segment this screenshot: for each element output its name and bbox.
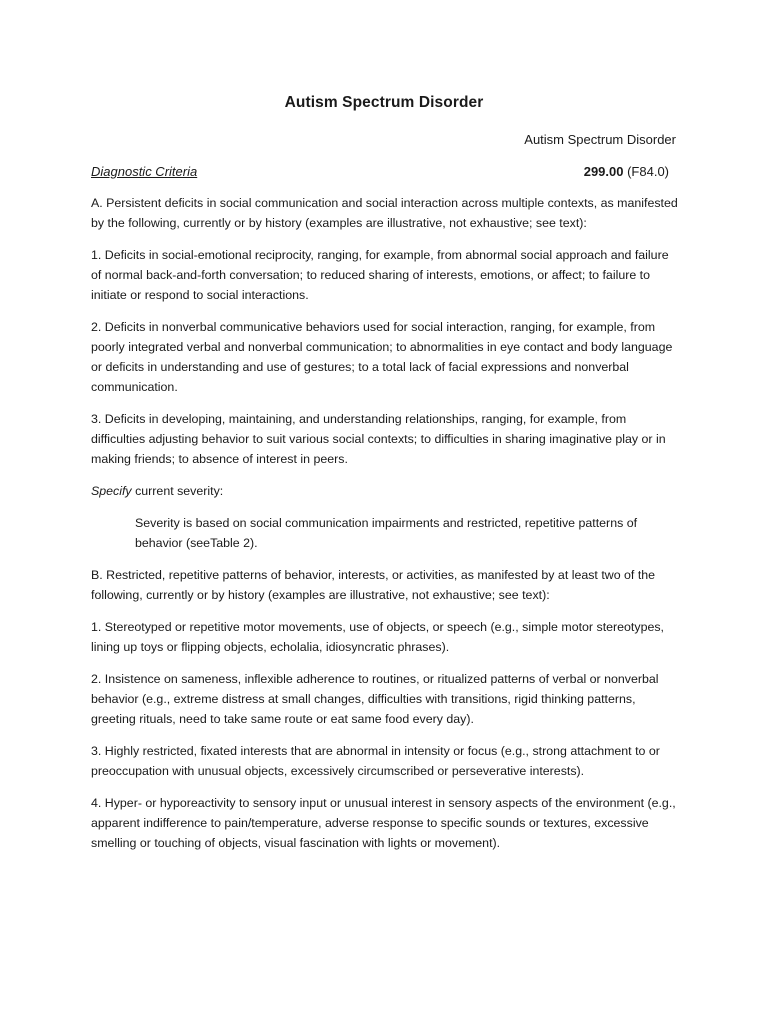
document-body xyxy=(91,193,681,865)
specify-rest: current severity: xyxy=(131,484,224,498)
criterion-a3: 3. Deficits in developing, maintaining, and understanding relationships, ranging, for example, from difficulties adjusting behavior to suit various social contexts; to difficulties in sharing imaginative play or in making friends; to absence of interest in peers. xyxy=(91,412,666,466)
specify-word: Specify xyxy=(91,484,132,498)
criterion-a2: 2. Deficits in nonverbal communicative behaviors used for social interaction, ranging, for example, from poorly integrated verbal and nonverbal communication; to abnormalities in eye contact and body language or deficits in understanding and use of gestures; to a total lack of facial expressions and nonverbal communication. xyxy=(91,320,673,394)
criterion-a1: 1. Deficits in social-emotional reciprocity, ranging, for example, from abnormal social approach and failure of normal back-and-forth conversation; to reduced sharing of interests, emotions, or affect; to failure to initiate or respond to social interactions. xyxy=(91,248,669,302)
specify-line xyxy=(91,481,681,501)
criterion-b3: 3. Highly restricted, fixated interests that are abnormal in intensity or focus (e.g., strong attachment to or preoccupation with unusual objects, excessively circumscribed or perseverative interests). xyxy=(91,744,660,778)
criterion-b: B. Restricted, repetitive patterns of behavior, interests, or activities, as manifested by at least two of the following, currently or by history (examples are illustrative, not exhaustive; see text): xyxy=(91,568,656,602)
criterion-b2: 2. Insistence on sameness, inflexible adherence to routines, or ritualized patterns of verbal or nonverbal behavior (e.g., extreme distress at small changes, difficulties with transitions, rigid thinking patterns, greeting rituals, need to take same route or eat same food every day). xyxy=(91,672,659,726)
code-icd: (F84.0) xyxy=(623,164,669,179)
criterion-b1: 1. Stereotyped or repetitive motor movements, use of objects, or speech (e.g., simple motor stereotypes, lining up toys or flipping objects, echolalia, idiosyncratic phrases). xyxy=(91,620,664,654)
page-title: Autism Spectrum Disorder xyxy=(284,94,484,111)
criterion-a: A. Persistent deficits in social communication and social interaction across multiple contexts, as manifested by the following, currently or by history (examples are illustrative, not exhaustive; see text): xyxy=(91,196,678,230)
criterion-b4: 4. Hyper- or hyporeactivity to sensory input or unusual interest in sensory aspects of the environment (e.g., apparent indifference to pain/temperature, adverse response to specific sounds or textures, excessive smelling or touching of objects, visual fascination with lights or movement). xyxy=(91,796,676,850)
running-header: Autism Spectrum Disorder xyxy=(524,132,676,147)
criteria-row xyxy=(91,164,669,179)
criteria-label: Diagnostic Criteria xyxy=(91,164,198,179)
severity-note: Severity is based on social communication impairments and restricted, repetitive patterns of behavior (seeTable 2). xyxy=(135,516,638,550)
diagnostic-code xyxy=(584,164,669,179)
code-number: 299.00 xyxy=(583,164,624,179)
